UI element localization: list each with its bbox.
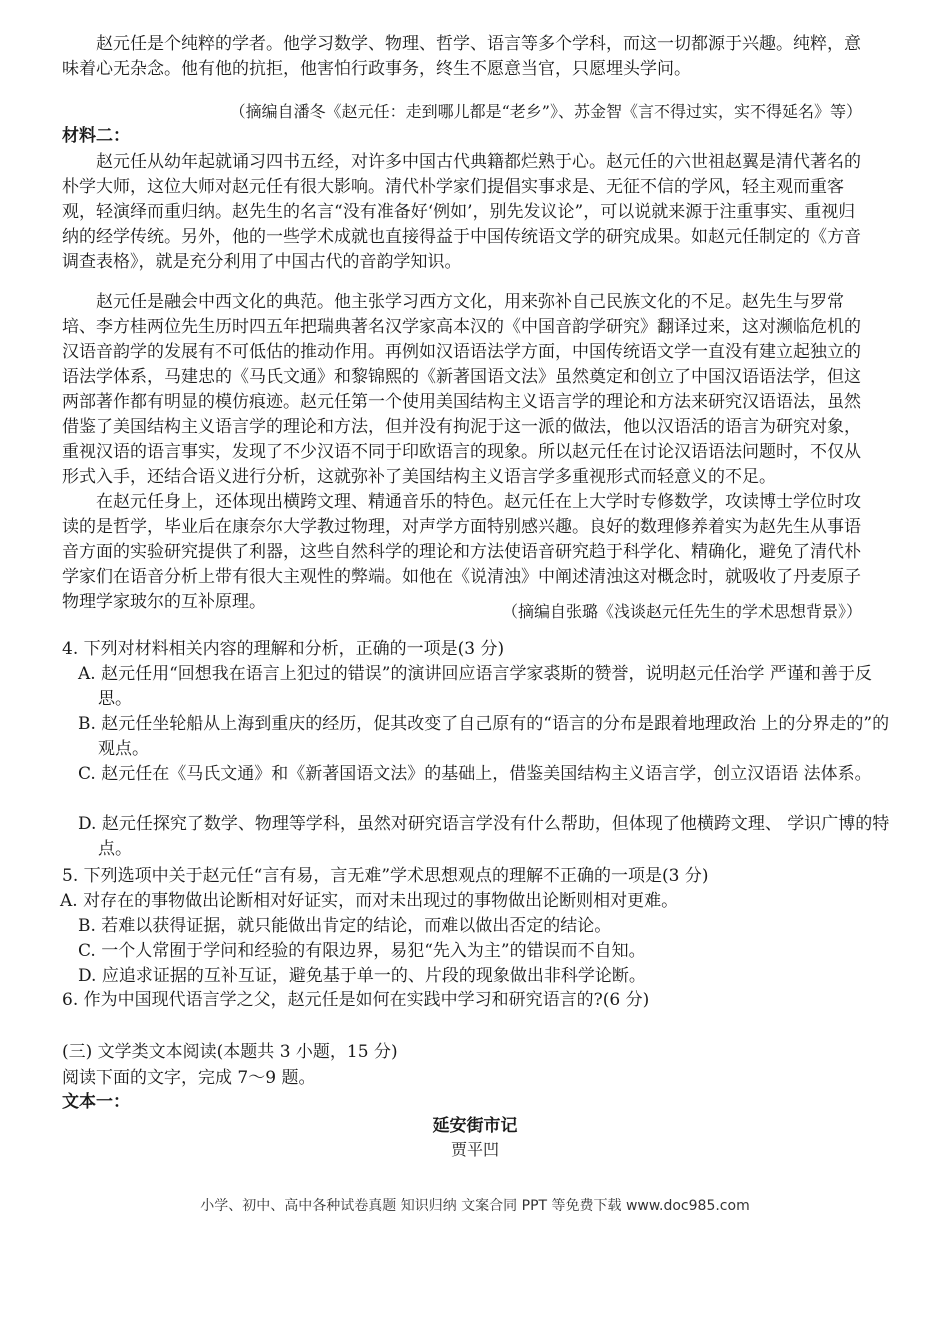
- question-4-option-d: D. 赵元任探究了数学、物理等学科，虽然对研究语言学没有什么帮助，但体现了他横跨文理、 学识广博的特点。: [78, 814, 890, 859]
- question-5-option-b: B. 若难以获得证据，就只能做出肯定的结论，而难以做出否定的结论。: [78, 916, 612, 936]
- question-4-stem: 4. 下列对材料相关内容的理解和分析，正确的一项是(3 分): [62, 639, 505, 659]
- material2-source: （摘编自张璐《浅谈赵元任先生的学术思想背景》）: [501, 602, 862, 621]
- material2-paragraph-3: 在赵元任身上，还体现出横跨文理、精通音乐的特色。赵元任在上大学时专修数学，攻读博士学位时攻读的是哲学，毕业后在康奈尔大学教过物理，对声学方面特别感兴趣。良好的数理修养着实为赵先生从事语音方面的实验研究提供了利器，这些自然科学的理论和方法使语音研究趋于科学化、精确化，避免了清代朴学家们在语音分析上带有很大主观性的弊端。如他在《说清浊》中阐述清浊这对概念时，就吸收了丹麦原子物理学家玻尔的互补原理。: [62, 492, 861, 612]
- material1-last-paragraph: 赵元任是个纯粹的学者。他学习数学、物理、哲学、语言等多个学科，而这一切都源于兴趣。纯粹，意味着心无杂念。他有他的抗拒，他害怕行政事务，终生不愿意当官，只愿埋头学问。: [62, 34, 861, 79]
- question-5-option-c: C. 一个人常囿于学问和经验的有限边界，易犯“先入为主”的错误而不自知。: [78, 941, 646, 961]
- material1-source: （摘编自潘冬《赵元任：走到哪儿都是“老乡”》、苏金智《言不得过实，实不得延名》等）: [229, 102, 862, 121]
- article-title: 延安街市记: [432, 1116, 518, 1136]
- question-5-option-a: A. 对存在的事物做出论断相对好证实，而对未出现过的事物做出论断则相对更难。: [60, 891, 679, 911]
- section3-instruction: 阅读下面的文字，完成 7～9 题。: [62, 1068, 316, 1088]
- material2-heading: 材料二：: [62, 126, 130, 146]
- section3-heading: (三) 文学类文本阅读(本题共 3 小题，15 分): [62, 1042, 398, 1062]
- material2-paragraph-2: 赵元任是融会中西文化的典范。他主张学习西方文化，用来弥补自己民族文化的不足。赵先生与罗常培、李方桂两位先生历时四五年把瑞典著名汉学家高本汉的《中国音韵学研究》翻译过来，这对濒临危机的汉语音韵学的发展有不可低估的推动作用。再例如汉语语法学方面，中国传统语文学一直没有建立起独立的语法学体系，马建忠的《马氏文通》和黎锦熙的《新著国语文法》虽然奠定和创立了中国汉语语法学，但这两部著作都有明显的模仿痕迹。赵元任第一个使用美国结构主义语言学的理论和方法来研究汉语语法，虽然借鉴了美国结构主义语言学的理论和方法，但并没有拘泥于这一派的做法，他以汉语活的语言为研究对象，重视汉语的语言事实，发现了不少汉语不同于印欧语言的现象。所以赵元任在讨论汉语语法问题时，不仅从形式入手，还结合语义进行分析，这就弥补了美国结构主义语言学多重视形式而轻意义的不足。: [62, 292, 861, 487]
- question-4-option-c: C. 赵元任在《马氏文通》和《新著国语文法》的基础上，借鉴美国结构主义语言学，创立汉语语 法体系。: [78, 764, 872, 784]
- question-6-stem: 6. 作为中国现代语言学之父，赵元任是如何在实践中学习和研究语言的?(6 分): [62, 990, 650, 1010]
- article-author: 贾平凹: [450, 1140, 499, 1159]
- text-one-label: 文本一：: [62, 1092, 130, 1112]
- material2-paragraph-1: 赵元任从幼年起就诵习四书五经，对许多中国古代典籍都烂熟于心。赵元任的六世祖赵翼是清代著名的朴学大师，这位大师对赵元任有很大影响。清代朴学家们提倡实事求是、无征不信的学风，轻主观而重客观，轻演绎而重归纳。赵先生的名言“没有准备好‘例如’，别先发议论”，可以说就来源于注重事实、重视归纳的经学传统。另外，他的一些学术成就也直接得益于中国传统语文学的研究成果。如赵元任制定的《方音调查表格》，就是充分利用了中国古代的音韵学知识。: [62, 152, 861, 272]
- question-4-option-a: A. 赵元任用“回想我在语言上犯过的错误”的演讲回应语言学家裘斯的赞誉，说明赵元任治学 严谨和善于反思。: [78, 664, 872, 709]
- question-5-option-d: D. 应追求证据的互补互证，避免基于单一的、片段的现象做出非科学论断。: [78, 966, 646, 986]
- question-5-stem: 5. 下列选项中关于赵元任“言有易，言无难”学术思想观点的理解不正确的一项是(3 分): [62, 866, 709, 886]
- question-4-option-b: B. 赵元任坐轮船从上海到重庆的经历，促其改变了自己原有的“语言的分布是跟着地理政治 上的分界走的”的观点。: [78, 714, 890, 759]
- page-footer: 小学、初中、高中各种试卷真题 知识归纳 文案合同 PPT 等免费下载 www.doc985.com: [200, 1198, 750, 1214]
